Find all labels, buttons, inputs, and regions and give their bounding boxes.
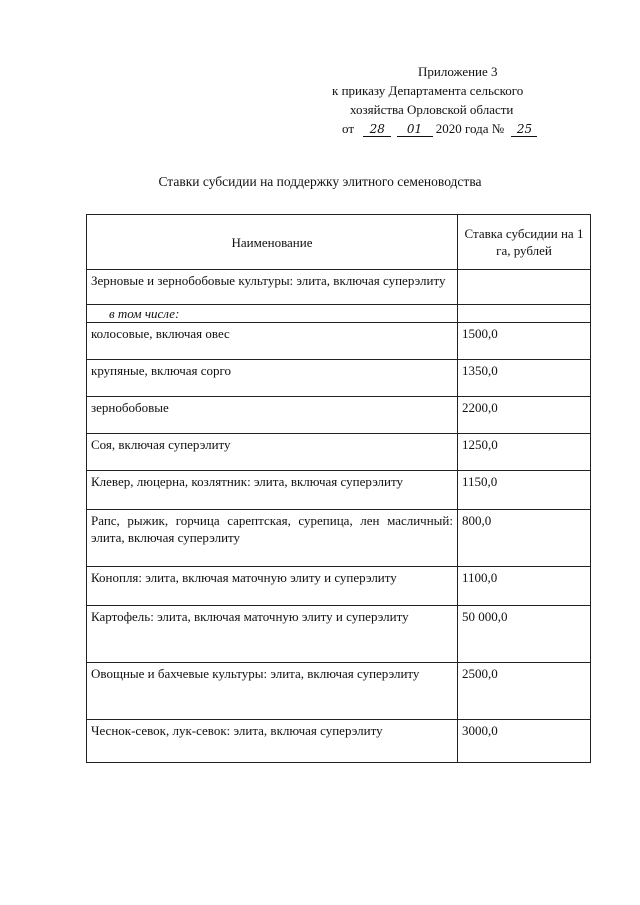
table-row [87, 397, 591, 434]
appendix-department: хозяйства Орловской области [350, 102, 514, 117]
appendix-title: Приложение 3 [418, 64, 498, 79]
row-name: в том числе: [87, 305, 458, 323]
row-rate: 1100,0 [458, 567, 591, 606]
row-rate: 800,0 [458, 510, 591, 567]
header-name: Наименование [87, 215, 458, 270]
order-number: 25 [511, 122, 537, 137]
table-body [87, 270, 591, 763]
row-name: зернобобовые [87, 397, 458, 434]
row-name: Конопля: элита, включая маточную элиту и суперэлиту [87, 567, 458, 606]
document-title: Ставки субсидии на поддержку элитного семеноводства [158, 174, 482, 189]
row-name: Зерновые и зернобобовые культуры: элита, включая суперэлиту [87, 270, 458, 305]
row-rate: 50 000,0 [458, 606, 591, 663]
row-name: Чеснок-севок, лук-севок: элита, включая суперэлиту [87, 720, 458, 763]
subsidy-rates-table [86, 214, 591, 763]
header-rate: Ставка субсидии на 1 га, рублей [458, 215, 591, 270]
table-row [87, 606, 591, 663]
row-name: Картофель: элита, включая маточную элиту и суперэлиту [87, 606, 458, 663]
row-rate: 2500,0 [458, 663, 591, 720]
table-header-row [87, 215, 591, 270]
row-rate: 3000,0 [458, 720, 591, 763]
row-name: крупяные, включая сорго [87, 360, 458, 397]
row-rate: 1150,0 [458, 471, 591, 510]
appendix-date-line [330, 119, 570, 138]
table-row [87, 305, 591, 323]
appendix-block [330, 62, 570, 138]
date-prefix: от [342, 121, 355, 136]
table-row [87, 471, 591, 510]
date-day: 28 [363, 122, 391, 137]
table-row [87, 510, 591, 567]
row-rate: 1500,0 [458, 323, 591, 360]
table-row [87, 360, 591, 397]
appendix-order-ref: к приказу Департамента сельского [332, 83, 524, 98]
table-row [87, 323, 591, 360]
row-name: Овощные и бахчевые культуры: элита, включая суперэлиту [87, 663, 458, 720]
row-rate: 1250,0 [458, 434, 591, 471]
table-row [87, 567, 591, 606]
table-row [87, 270, 591, 305]
table-row [87, 434, 591, 471]
table-row [87, 720, 591, 763]
row-rate [458, 270, 591, 305]
date-month: 01 [397, 122, 433, 137]
table-row [87, 663, 591, 720]
row-rate [458, 305, 591, 323]
row-name: Соя, включая суперэлиту [87, 434, 458, 471]
row-name: Клевер, люцерна, козлятник: элита, включая суперэлиту [87, 471, 458, 510]
row-name: Рапс, рыжик, горчица сарептская, сурепица, лен масличный: элита, включая суперэлиту [87, 510, 458, 567]
row-rate: 1350,0 [458, 360, 591, 397]
row-name: колосовые, включая овес [87, 323, 458, 360]
date-year: 2020 [435, 121, 462, 136]
number-sign: № [491, 121, 505, 136]
date-suffix: года [465, 121, 489, 136]
row-rate: 2200,0 [458, 397, 591, 434]
